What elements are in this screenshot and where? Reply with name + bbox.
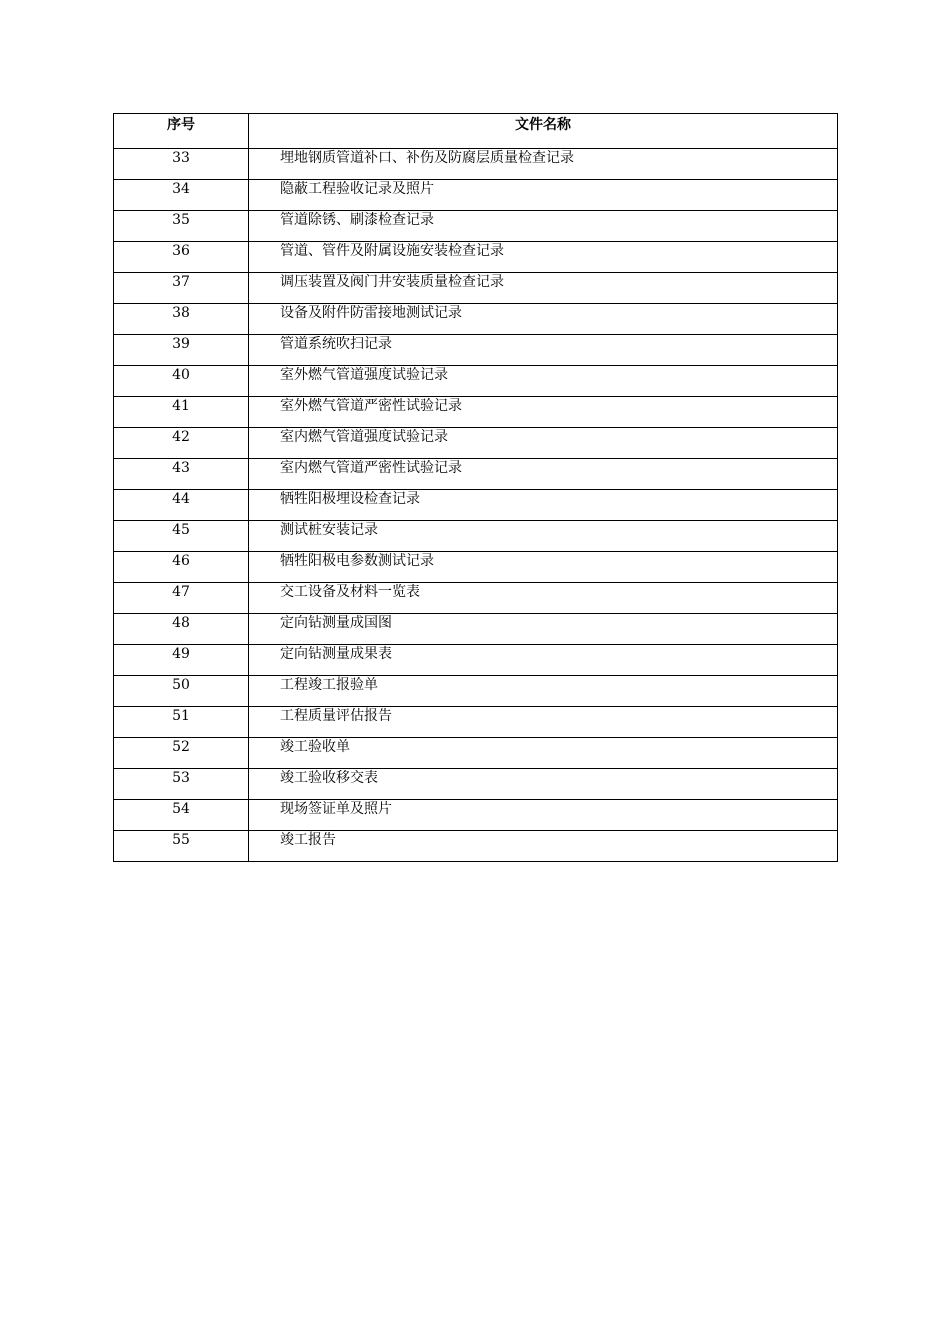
table-row xyxy=(114,304,838,335)
table-row xyxy=(114,459,838,490)
row-serial-number: 46 xyxy=(114,552,249,583)
header-file-name: 文件名称 xyxy=(249,114,838,149)
table-header xyxy=(114,114,838,149)
row-file-name: 定向钻测量成国图 xyxy=(249,614,838,645)
table-row xyxy=(114,273,838,304)
row-serial-number: 52 xyxy=(114,738,249,769)
table-row xyxy=(114,366,838,397)
row-serial-number: 39 xyxy=(114,335,249,366)
row-serial-number: 36 xyxy=(114,242,249,273)
row-file-name: 室内燃气管道强度试验记录 xyxy=(249,428,838,459)
row-file-name: 室内燃气管道严密性试验记录 xyxy=(249,459,838,490)
row-file-name: 隐蔽工程验收记录及照片 xyxy=(249,180,838,211)
row-serial-number: 44 xyxy=(114,490,249,521)
table-row xyxy=(114,614,838,645)
table-body xyxy=(114,149,838,862)
row-serial-number: 35 xyxy=(114,211,249,242)
row-file-name: 竣工报告 xyxy=(249,831,838,862)
table-row xyxy=(114,149,838,180)
table-row xyxy=(114,645,838,676)
row-file-name: 竣工验收单 xyxy=(249,738,838,769)
row-serial-number: 38 xyxy=(114,304,249,335)
row-file-name: 管道、管件及附属设施安装检查记录 xyxy=(249,242,838,273)
row-file-name: 室外燃气管道严密性试验记录 xyxy=(249,397,838,428)
row-file-name: 埋地钢质管道补口、补伤及防腐层质量检查记录 xyxy=(249,149,838,180)
table-row xyxy=(114,521,838,552)
row-file-name: 竣工验收移交表 xyxy=(249,769,838,800)
row-file-name: 交工设备及材料一览表 xyxy=(249,583,838,614)
row-serial-number: 41 xyxy=(114,397,249,428)
row-file-name: 工程质量评估报告 xyxy=(249,707,838,738)
table-row xyxy=(114,800,838,831)
row-serial-number: 37 xyxy=(114,273,249,304)
table-row xyxy=(114,490,838,521)
table-row xyxy=(114,738,838,769)
row-file-name: 牺牲阳极埋设检查记录 xyxy=(249,490,838,521)
row-file-name: 现场签证单及照片 xyxy=(249,800,838,831)
table-row xyxy=(114,583,838,614)
row-file-name: 设备及附件防雷接地测试记录 xyxy=(249,304,838,335)
row-file-name: 室外燃气管道强度试验记录 xyxy=(249,366,838,397)
header-row xyxy=(114,114,838,149)
row-serial-number: 53 xyxy=(114,769,249,800)
header-serial-number: 序号 xyxy=(114,114,249,149)
row-serial-number: 43 xyxy=(114,459,249,490)
row-serial-number: 55 xyxy=(114,831,249,862)
row-file-name: 管道除锈、刷漆检查记录 xyxy=(249,211,838,242)
table-row xyxy=(114,676,838,707)
row-serial-number: 45 xyxy=(114,521,249,552)
row-serial-number: 34 xyxy=(114,180,249,211)
table-row xyxy=(114,242,838,273)
row-serial-number: 42 xyxy=(114,428,249,459)
table-row xyxy=(114,831,838,862)
table-row xyxy=(114,428,838,459)
row-file-name: 调压装置及阀门井安装质量检查记录 xyxy=(249,273,838,304)
row-serial-number: 49 xyxy=(114,645,249,676)
row-file-name: 工程竣工报验单 xyxy=(249,676,838,707)
row-serial-number: 33 xyxy=(114,149,249,180)
table-row xyxy=(114,211,838,242)
table-row xyxy=(114,707,838,738)
row-serial-number: 51 xyxy=(114,707,249,738)
row-file-name: 管道系统吹扫记录 xyxy=(249,335,838,366)
row-serial-number: 50 xyxy=(114,676,249,707)
row-file-name: 牺牲阳极电参数测试记录 xyxy=(249,552,838,583)
row-file-name: 定向钻测量成果表 xyxy=(249,645,838,676)
table-row xyxy=(114,180,838,211)
file-list-table xyxy=(113,113,838,862)
row-serial-number: 48 xyxy=(114,614,249,645)
row-serial-number: 54 xyxy=(114,800,249,831)
row-serial-number: 47 xyxy=(114,583,249,614)
row-file-name: 测试桩安装记录 xyxy=(249,521,838,552)
table-row xyxy=(114,552,838,583)
table-row xyxy=(114,335,838,366)
row-serial-number: 40 xyxy=(114,366,249,397)
table-row xyxy=(114,397,838,428)
table-row xyxy=(114,769,838,800)
